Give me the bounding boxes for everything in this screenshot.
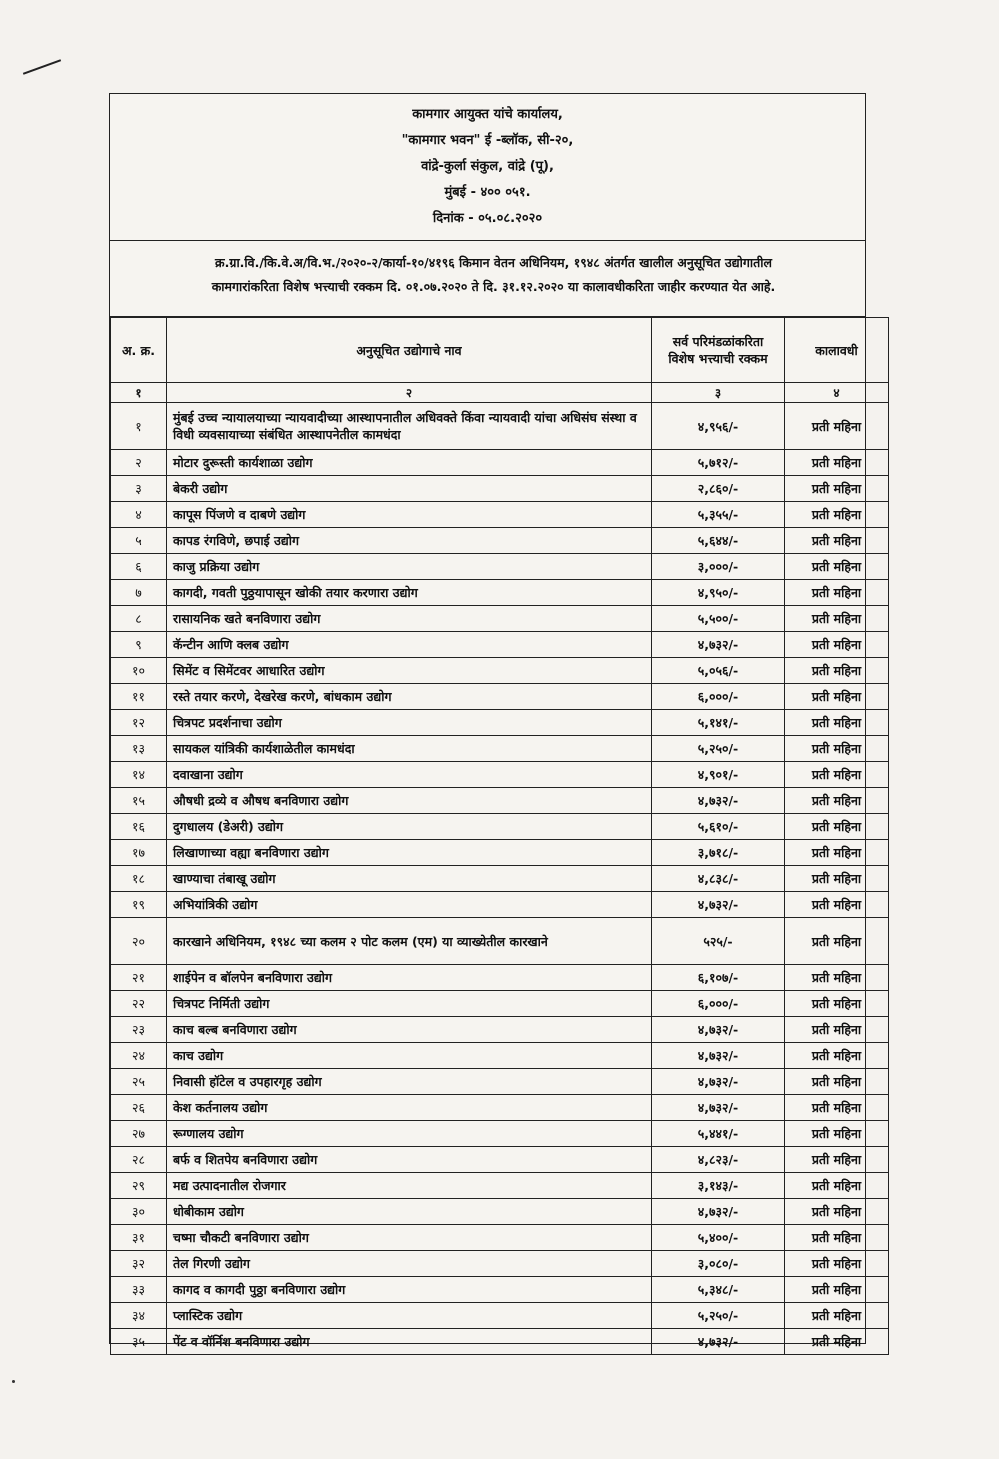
row-industry-name: अभियांत्रिकी उद्योग: [167, 892, 652, 918]
row-sr: १३: [111, 736, 167, 762]
row-sr: ११: [111, 684, 167, 710]
row-amount: ४,९५०/-: [652, 580, 785, 606]
row-amount: ४,७३२/-: [652, 788, 785, 814]
row-industry-name: मोटार दुरूस्ती कार्यशाळा उद्योग: [167, 450, 652, 476]
row-sr: १६: [111, 814, 167, 840]
row-industry-name: सिमेंट व सिमेंटवर आधारित उद्योग: [167, 658, 652, 684]
row-amount: २,८६०/-: [652, 476, 785, 502]
row-industry-name: काच उद्योग: [167, 1043, 652, 1069]
table-row: [111, 554, 889, 580]
table-row: [111, 1251, 889, 1277]
row-amount: ४,७३२/-: [652, 1043, 785, 1069]
table-row: [111, 762, 889, 788]
row-sr: ३३: [111, 1277, 167, 1303]
table-row: [111, 632, 889, 658]
row-amount: ४,७३२/-: [652, 1095, 785, 1121]
row-sr: ३: [111, 476, 167, 502]
row-industry-name: प्लास्टिक उद्योग: [167, 1303, 652, 1329]
row-amount: ५,६४४/-: [652, 528, 785, 554]
row-industry-name: औषधी द्रव्ये व औषध बनविणारा उद्योग: [167, 788, 652, 814]
allowance-table: [110, 317, 889, 1355]
row-period: प्रती महिना: [785, 1303, 889, 1329]
row-amount: ६,०००/-: [652, 684, 785, 710]
row-sr: १९: [111, 892, 167, 918]
row-period: प्रती महिना: [785, 476, 889, 502]
table-row: [111, 892, 889, 918]
table-index-row: [111, 383, 889, 403]
row-amount: ४,७३२/-: [652, 892, 785, 918]
row-sr: २३: [111, 1017, 167, 1043]
row-sr: ३४: [111, 1303, 167, 1329]
row-period: प्रती महिना: [785, 554, 889, 580]
table-row: [111, 403, 889, 450]
table-row: [111, 476, 889, 502]
table-header-row: [111, 318, 889, 383]
row-sr: ६: [111, 554, 167, 580]
row-amount: ६,०००/-: [652, 991, 785, 1017]
row-sr: २: [111, 450, 167, 476]
row-sr: १७: [111, 840, 167, 866]
row-sr: १: [111, 403, 167, 450]
table-row: [111, 965, 889, 991]
table-row: [111, 1095, 889, 1121]
table-row: [111, 814, 889, 840]
index-4: ४: [785, 383, 889, 403]
document-frame: [109, 93, 866, 1349]
row-sr: ३५: [111, 1329, 167, 1355]
notice-preamble: [110, 241, 865, 317]
table-row: [111, 1017, 889, 1043]
table-row: [111, 1277, 889, 1303]
table-row: [111, 580, 889, 606]
row-period: प्रती महिना: [785, 1251, 889, 1277]
row-period: प्रती महिना: [785, 632, 889, 658]
row-sr: १४: [111, 762, 167, 788]
row-period: प्रती महिना: [785, 1121, 889, 1147]
row-period: प्रती महिना: [785, 1225, 889, 1251]
table-row: [111, 991, 889, 1017]
row-industry-name: रासायनिक खते बनविणारा उद्योग: [167, 606, 652, 632]
row-period: प्रती महिना: [785, 788, 889, 814]
row-sr: २५: [111, 1069, 167, 1095]
table-row: [111, 1173, 889, 1199]
header-line-4: मुंबई - ४०० ०५१.: [444, 185, 531, 200]
row-sr: ५: [111, 528, 167, 554]
row-amount: ४,८२३/-: [652, 1147, 785, 1173]
row-period: प्रती महिना: [785, 840, 889, 866]
row-sr: १०: [111, 658, 167, 684]
row-amount: ५,४४१/-: [652, 1121, 785, 1147]
row-sr: २९: [111, 1173, 167, 1199]
table-row: [111, 1069, 889, 1095]
row-period: प्रती महिना: [785, 710, 889, 736]
row-period: प्रती महिना: [785, 1017, 889, 1043]
header-name: अनुसूचित उद्योगाचे नाव: [167, 318, 652, 383]
row-industry-name: कॅन्टीन आणि क्लब उद्योग: [167, 632, 652, 658]
row-sr: २०: [111, 918, 167, 965]
row-sr: ३१: [111, 1225, 167, 1251]
row-industry-name: कापूस पिंजणे व दाबणे उद्योग: [167, 502, 652, 528]
index-3: ३: [652, 383, 785, 403]
table-row: [111, 658, 889, 684]
row-industry-name: मद्य उत्पादनातील रोजगार: [167, 1173, 652, 1199]
row-sr: ४: [111, 502, 167, 528]
row-period: प्रती महिना: [785, 918, 889, 965]
row-industry-name: चष्मा चौकटी बनविणारा उद्योग: [167, 1225, 652, 1251]
row-industry-name: चित्रपट प्रदर्शनाचा उद्योग: [167, 710, 652, 736]
row-period: प्रती महिना: [785, 1329, 889, 1355]
row-amount: ५,४००/-: [652, 1225, 785, 1251]
table-row: [111, 840, 889, 866]
table-row: [111, 502, 889, 528]
row-period: प्रती महिना: [785, 1277, 889, 1303]
row-period: प्रती महिना: [785, 1043, 889, 1069]
row-industry-name: काजु प्रक्रिया उद्योग: [167, 554, 652, 580]
row-amount: ५,३४८/-: [652, 1277, 785, 1303]
row-amount: ५,२५०/-: [652, 1303, 785, 1329]
row-industry-name: चित्रपट निर्मिती उद्योग: [167, 991, 652, 1017]
row-amount: ४,७३२/-: [652, 632, 785, 658]
row-amount: ६,१०७/-: [652, 965, 785, 991]
row-industry-name: कागद व कागदी पुठ्ठा बनविणारा उद्योग: [167, 1277, 652, 1303]
row-period: प्रती महिना: [785, 1147, 889, 1173]
row-industry-name: रूग्णालय उद्योग: [167, 1121, 652, 1147]
header-line-1: कामगार आयुक्त यांचे कार्यालय,: [412, 107, 563, 122]
row-amount: ५,७१२/-: [652, 450, 785, 476]
row-period: प्रती महिना: [785, 965, 889, 991]
row-industry-name: काच बल्ब बनविणारा उद्योग: [167, 1017, 652, 1043]
header-amount: सर्व परिमंडळांकरिता विशेष भत्त्याची रक्कम: [652, 318, 785, 383]
row-sr: ३०: [111, 1199, 167, 1225]
row-period: प्रती महिना: [785, 528, 889, 554]
header-line-3: वांद्रे-कुर्ला संकुल, वांद्रे (पू),: [421, 159, 554, 174]
row-amount: ३,७१८/-: [652, 840, 785, 866]
row-industry-name: पेंट व वॉर्निश बनविणारा उद्योग: [167, 1329, 652, 1355]
index-1: १: [111, 383, 167, 403]
row-industry-name: रस्ते तयार करणे, देखरेख करणे, बांधकाम उद्योग: [167, 684, 652, 710]
row-sr: २६: [111, 1095, 167, 1121]
row-industry-name: लिखाणाच्या वह्या बनविणारा उद्योग: [167, 840, 652, 866]
row-sr: ९: [111, 632, 167, 658]
row-amount: ४,७३२/-: [652, 1329, 785, 1355]
table-row: [111, 788, 889, 814]
row-period: प्रती महिना: [785, 866, 889, 892]
row-amount: ५,३५५/-: [652, 502, 785, 528]
preamble-line-2: कामगारांकरिता विशेष भत्त्याची रक्कम दि. ०१.०७.२०२० ते दि. ३१.१२.२०२० या कालावधीकरिता जाहीर करण्यात येत आहे.: [211, 279, 776, 294]
row-period: प्रती महिना: [785, 450, 889, 476]
row-amount: ३,०००/-: [652, 554, 785, 580]
row-industry-name: खाण्याचा तंबाखू उद्योग: [167, 866, 652, 892]
row-amount: ४,७३२/-: [652, 1199, 785, 1225]
row-industry-name: मुंबई उच्च न्यायालयाच्या न्यायवादीच्या आस्थापनातील अधिवक्ते किंवा न्यायवादी यांचा अधिसंघ संस्था व विधी व्यवसायाच्या संबंधित आस्थापनेतील कामधंदा: [167, 403, 652, 450]
row-period: प्रती महिना: [785, 502, 889, 528]
row-amount: ५,६१०/-: [652, 814, 785, 840]
preamble-line-1: क्र.ग्रा.वि./कि.वे.अ/वि.भ./२०२०-२/कार्या-१०/४१९६ किमान वेतन अधिनियम, १९४८ अंतर्गत खालील अनुसूचित उद्योगातील: [215, 255, 772, 270]
row-amount: ४,९०१/-: [652, 762, 785, 788]
header-line-2: "कामगार भवन" ई -ब्लॉक, सी-२०,: [401, 133, 574, 148]
header-period: कालावधी: [785, 318, 889, 383]
row-period: प्रती महिना: [785, 1199, 889, 1225]
table-row: [111, 1225, 889, 1251]
row-amount: ४,९५६/-: [652, 403, 785, 450]
row-period: प्रती महिना: [785, 1095, 889, 1121]
row-amount: ४,७३२/-: [652, 1069, 785, 1095]
row-sr: २७: [111, 1121, 167, 1147]
row-amount: ३,०८०/-: [652, 1251, 785, 1277]
row-amount: ३,१४३/-: [652, 1173, 785, 1199]
row-sr: २२: [111, 991, 167, 1017]
table-row: [111, 710, 889, 736]
row-amount: ५,२५०/-: [652, 736, 785, 762]
row-industry-name: निवासी हॉटेल व उपहारगृह उद्योग: [167, 1069, 652, 1095]
row-industry-name: कागदी, गवती पुठ्ठयापासून खोकी तयार करणारा उद्योग: [167, 580, 652, 606]
table-row: [111, 1199, 889, 1225]
row-period: प्रती महिना: [785, 892, 889, 918]
row-industry-name: बर्फ व शितपेय बनविणारा उद्योग: [167, 1147, 652, 1173]
row-period: प्रती महिना: [785, 762, 889, 788]
row-sr: २४: [111, 1043, 167, 1069]
row-sr: १८: [111, 866, 167, 892]
row-period: प्रती महिना: [785, 1173, 889, 1199]
table-row: [111, 918, 889, 965]
row-period: प्रती महिना: [785, 991, 889, 1017]
row-period: प्रती महिना: [785, 606, 889, 632]
table-row: [111, 450, 889, 476]
row-sr: १५: [111, 788, 167, 814]
row-period: प्रती महिना: [785, 814, 889, 840]
office-header: [110, 94, 865, 241]
table-row: [111, 684, 889, 710]
row-amount: ५,०५६/-: [652, 658, 785, 684]
table-row: [111, 528, 889, 554]
table-row: [111, 1329, 889, 1355]
table-row: [111, 736, 889, 762]
row-sr: ८: [111, 606, 167, 632]
table-row: [111, 1043, 889, 1069]
row-industry-name: कापड रंगविणे, छपाई उद्योग: [167, 528, 652, 554]
row-amount: ५,५००/-: [652, 606, 785, 632]
row-industry-name: तेल गिरणी उद्योग: [167, 1251, 652, 1277]
table-row: [111, 606, 889, 632]
header-sr: अ. क्र.: [111, 318, 167, 383]
row-sr: २८: [111, 1147, 167, 1173]
pen-mark: [23, 59, 61, 75]
row-industry-name: धोबीकाम उद्योग: [167, 1199, 652, 1225]
table-row: [111, 1303, 889, 1329]
table-row: [111, 866, 889, 892]
row-amount: ५२५/-: [652, 918, 785, 965]
row-period: प्रती महिना: [785, 658, 889, 684]
row-industry-name: सायकल यांत्रिकी कार्यशाळेतील कामधंदा: [167, 736, 652, 762]
row-amount: ४,८३८/-: [652, 866, 785, 892]
header-date: दिनांक - ०५.०८.२०२०: [432, 211, 543, 226]
row-amount: ५,१४१/-: [652, 710, 785, 736]
row-sr: २१: [111, 965, 167, 991]
table-row: [111, 1147, 889, 1173]
table-row: [111, 1121, 889, 1147]
row-period: प्रती महिना: [785, 580, 889, 606]
row-sr: १२: [111, 710, 167, 736]
row-industry-name: केश कर्तनालय उद्योग: [167, 1095, 652, 1121]
row-period: प्रती महिना: [785, 736, 889, 762]
row-period: प्रती महिना: [785, 403, 889, 450]
row-industry-name: दवाखाना उद्योग: [167, 762, 652, 788]
row-industry-name: कारखाने अधिनियम, १९४८ च्या कलम २ पोट कलम (एम) या व्याख्येतील कारखाने: [167, 918, 652, 965]
speck: [12, 1380, 15, 1383]
row-period: प्रती महिना: [785, 1069, 889, 1095]
index-2: २: [167, 383, 652, 403]
row-industry-name: शाईपेन व बॉलपेन बनविणारा उद्योग: [167, 965, 652, 991]
row-sr: ७: [111, 580, 167, 606]
row-industry-name: बेकरी उद्योग: [167, 476, 652, 502]
row-period: प्रती महिना: [785, 684, 889, 710]
row-amount: ४,७३२/-: [652, 1017, 785, 1043]
row-sr: ३२: [111, 1251, 167, 1277]
row-industry-name: दुगधालय (डेअरी) उद्योग: [167, 814, 652, 840]
